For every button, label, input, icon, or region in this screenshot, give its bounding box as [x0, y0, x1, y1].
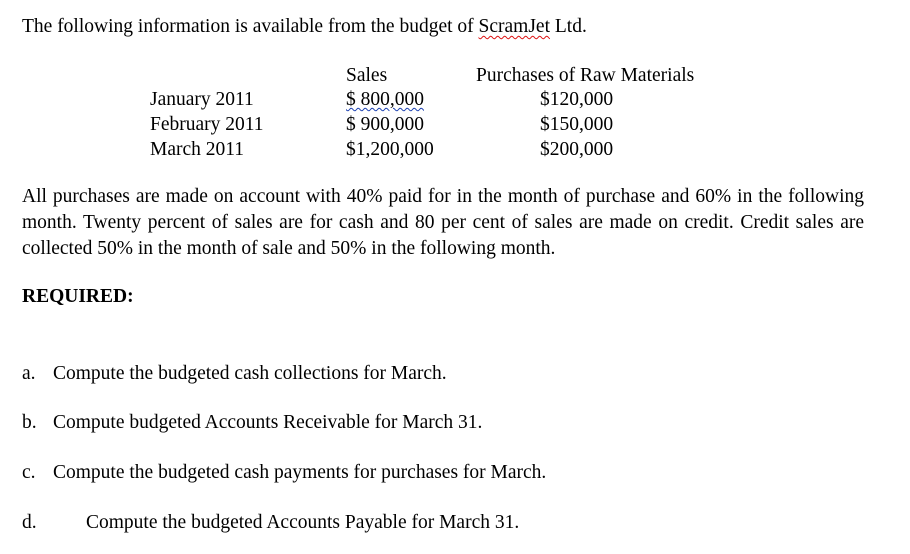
question-letter: a. [22, 363, 36, 384]
sales-cell: $1,200,000 [346, 139, 434, 160]
intro-suffix: Ltd. [550, 16, 587, 37]
question-letter: b. [22, 412, 37, 433]
month-cell: January 2011 [150, 89, 254, 110]
sales-column-header: Sales [346, 65, 388, 86]
question-text: Compute the budgeted cash collections for March. [53, 363, 447, 384]
sales-cell: $ 900,000 [346, 114, 424, 135]
question-letter: c. [22, 462, 36, 483]
question-text: Compute budgeted Accounts Receivable for March 31. [53, 412, 483, 433]
intro-prefix: The following information is available from the budget of [22, 16, 479, 37]
question-letter: d. [22, 512, 37, 533]
purchases-cell: $150,000 [540, 114, 614, 135]
required-heading: REQUIRED: [22, 286, 134, 307]
terms-paragraph: All purchases are made on account with 40% paid for in the month of purchase and 60% in the following month. Twenty percent of sales are for cash and 80 per cent of sales are made on credit. Credit sales are collected 50% in the month of sale and 50% in the following month. [22, 186, 864, 259]
purchases-cell: $120,000 [540, 89, 614, 110]
question-text: Compute the budgeted Accounts Payable for March 31. [86, 512, 520, 533]
intro-sentence [22, 17, 587, 37]
month-cell: March 2011 [150, 139, 245, 160]
purchases-column-header: Purchases of Raw Materials [476, 65, 695, 86]
company-name: ScramJet [478, 16, 550, 37]
purchases-cell: $200,000 [540, 139, 614, 160]
question-text: Compute the budgeted cash payments for purchases for March. [53, 462, 547, 483]
month-cell: February 2011 [150, 114, 264, 135]
sales-cell: $ 800,000 [346, 89, 424, 110]
